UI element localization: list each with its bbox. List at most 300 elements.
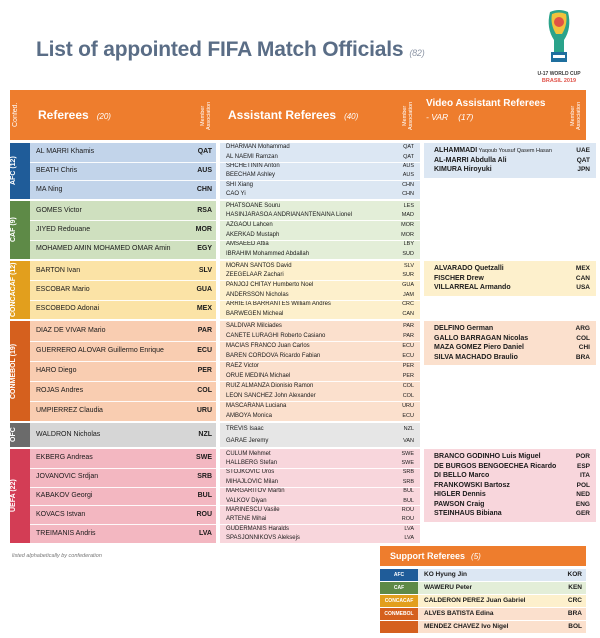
var-name: STEINHAUS Bibiana <box>434 510 502 517</box>
referee-row <box>36 286 212 293</box>
trophy-icon <box>542 8 576 66</box>
referee-row <box>36 347 212 354</box>
assistant-name: ZEEGELAAR Zachari <box>226 272 284 279</box>
referee-name: GOMES Victor <box>36 206 82 214</box>
var-row <box>434 452 592 462</box>
referee-name: UMPIERREZ Claudia <box>36 407 103 414</box>
var-cell <box>424 261 596 296</box>
row-separator <box>220 487 420 488</box>
assistant-code: NZL <box>403 425 414 432</box>
assistant-name: MACIAS FRANCO Juan Carlos <box>226 342 310 349</box>
referee-name: KOVACS Istvan <box>36 510 86 518</box>
referee-row <box>36 454 212 461</box>
referee-row <box>36 387 212 394</box>
assistant-code: SLV <box>404 262 414 269</box>
referees-cell <box>30 201 216 259</box>
referee-name: MA Ning <box>36 185 63 193</box>
assistant-code: AUS <box>402 163 414 170</box>
header-var-sub: - VAR (17) <box>426 112 474 122</box>
title-count: (82) <box>409 48 425 58</box>
referee-code: MOR <box>195 226 212 233</box>
var-row <box>434 509 592 519</box>
row-separator <box>220 341 420 342</box>
referees-cell <box>30 143 216 199</box>
confed-label <box>10 143 30 199</box>
support-code: BOL <box>568 623 582 630</box>
referee-name: TREIMANIS Andris <box>36 529 96 537</box>
row-separator <box>30 381 216 382</box>
assistant-row <box>226 382 416 390</box>
var-row <box>434 324 592 334</box>
var-name: SILVA MACHADO Braulio <box>434 353 518 361</box>
confed-label-text: CONCACAF (12) <box>10 262 17 318</box>
assistant-name: DHARMAN Mohammad <box>226 144 290 151</box>
referee-row <box>36 407 212 414</box>
var-code: GER <box>575 510 590 517</box>
referee-name: BARTON Ivan <box>36 266 81 274</box>
assistant-name: HALLBERG Stefan <box>226 459 278 466</box>
support-name: MENDEZ CHAVEZ Ivo Nigel <box>424 623 509 630</box>
assistant-row <box>226 450 416 458</box>
assistant-name: CAO Yi <box>226 191 246 198</box>
referee-name: HARO Diego <box>36 367 77 374</box>
assistant-code: MOR <box>401 231 414 238</box>
var-name: DI BELLO Marco <box>434 472 490 479</box>
row-separator <box>30 300 216 301</box>
var-row <box>434 471 592 481</box>
confed-section <box>10 321 590 421</box>
support-confed-tag: CAF <box>380 582 418 594</box>
assistant-row <box>226 352 416 360</box>
referee-code: PER <box>197 367 212 374</box>
assistants-cell <box>220 449 420 543</box>
assistant-row <box>226 143 416 151</box>
assistant-code: CHN <box>402 181 414 188</box>
referee-row <box>36 492 212 499</box>
assistant-code: SUR <box>402 272 414 279</box>
assistant-row <box>226 342 416 350</box>
assistant-name: AMSAEED Attia <box>226 241 269 248</box>
assistant-row <box>226 310 416 318</box>
confed-label-text: CAF (9) <box>10 217 17 243</box>
confed-label-text: OFC <box>10 427 17 443</box>
var-name: KIMURA Hiroyuki <box>434 166 492 173</box>
assistant-row <box>226 437 416 445</box>
assistant-code: ECU <box>402 412 414 419</box>
referees-cell <box>30 449 216 543</box>
assistant-name: VALKOV Diyan <box>226 497 267 504</box>
referee-name: ESCOBEDO Adonai <box>36 305 100 313</box>
header-member-assoc-2: Member Association <box>402 101 414 131</box>
var-name: ALVARADO Quetzalli <box>434 265 504 272</box>
assistant-code: LVA <box>404 525 414 532</box>
assistant-row <box>226 231 416 239</box>
assistant-code: AUS <box>402 172 414 179</box>
support-row <box>380 582 586 594</box>
header-assistants: Assistant Referees (40) <box>228 108 359 122</box>
assistant-code: MAD <box>401 212 414 219</box>
assistant-row <box>226 372 416 380</box>
var-name: GALLO BARRAGAN Nicolas <box>434 334 529 342</box>
var-row <box>434 462 592 472</box>
var-name: DELFINO German <box>434 325 494 332</box>
var-row <box>434 481 592 491</box>
assistant-name: ARTENE Mihai <box>226 516 267 523</box>
assistant-code: ROU <box>401 516 414 523</box>
var-name: FISCHER Drew <box>434 274 484 282</box>
assistant-name: CANETE LURAGHI Roberto Casiano <box>226 332 326 339</box>
assistant-row <box>226 300 416 308</box>
row-separator <box>30 505 216 506</box>
var-row <box>434 156 592 166</box>
var-name: FRANKOWSKI Bartosz <box>434 481 510 489</box>
assistant-row <box>226 262 416 270</box>
confed-label <box>10 449 30 543</box>
assistant-row <box>226 459 416 467</box>
assistants-cell <box>220 201 420 259</box>
confed-section <box>10 449 590 543</box>
assistant-name: GARAE Jeremy <box>226 437 269 444</box>
assistant-row <box>226 362 416 370</box>
referee-code: ROU <box>196 510 212 518</box>
var-name: VILLARREAL Armando <box>434 284 511 291</box>
assistant-code: SUD <box>402 250 414 257</box>
assistant-row <box>226 250 416 258</box>
assistant-code: LBY <box>403 241 414 248</box>
referee-name: BEATH Chris <box>36 167 78 174</box>
assistant-code: VAN <box>403 437 414 444</box>
var-row <box>434 490 592 500</box>
assistant-row <box>226 497 416 505</box>
assistant-name: TREVIS Isaac <box>226 425 264 432</box>
referee-row <box>36 511 212 518</box>
assistant-name: ORUE MEDINA Michael <box>226 372 291 379</box>
assistant-name: IBRAHIM Mohammed Abdallah <box>226 250 310 257</box>
assistant-row <box>226 525 416 533</box>
referee-code: ECU <box>197 347 212 354</box>
var-code: ITA <box>580 472 590 479</box>
row-separator <box>220 220 420 221</box>
assistant-name: BAREN CORDOVA Ricardo Fabian <box>226 352 321 359</box>
assistant-row <box>226 392 416 400</box>
referee-row <box>36 431 212 438</box>
var-row <box>434 264 592 274</box>
assistant-code: QAT <box>403 153 414 160</box>
assistant-code: SRB <box>402 469 414 476</box>
assistant-name: MASCARANA Luciana <box>226 402 287 409</box>
var-name: ALHAMMADI <box>434 147 478 154</box>
referee-row <box>36 305 212 312</box>
referee-row <box>36 207 212 214</box>
row-separator <box>30 361 216 362</box>
assistant-name: AZGAOU Lahcen <box>226 221 273 228</box>
assistant-name: MARINESCU Vasile <box>226 506 280 513</box>
assistant-row <box>226 506 416 514</box>
assistant-code: QAT <box>403 144 414 151</box>
var-name: HIGLER Dennis <box>434 491 486 498</box>
var-name: AL-MARRI Abdulla Ali <box>434 156 507 164</box>
row-separator <box>220 524 420 525</box>
var-code: ESP <box>576 462 590 470</box>
confed-label-text: UEFA (22) <box>10 479 17 513</box>
assistant-row <box>226 153 416 161</box>
referee-code: RSA <box>197 206 212 214</box>
assistant-code: SWE <box>401 450 414 457</box>
assistant-row <box>226 190 416 198</box>
support-name: WAWERU Peter <box>424 584 473 591</box>
referee-name: JIYED Redouane <box>36 226 91 233</box>
assistant-name: AKERKAD Mustaph <box>226 231 280 238</box>
assistant-row <box>226 515 416 523</box>
assistant-code: CRC <box>402 301 414 308</box>
assistant-code: SRB <box>402 478 414 485</box>
assistant-row <box>226 202 416 210</box>
tournament-logo <box>528 8 590 92</box>
referees-cell <box>30 423 216 447</box>
referees-cell <box>30 321 216 421</box>
row-separator <box>220 162 420 163</box>
assistant-name: MARGARITOV Martin <box>226 488 285 495</box>
referee-code: COL <box>197 387 212 394</box>
assistant-code: COL <box>402 382 414 389</box>
support-header: Support Referees (5) <box>380 546 586 566</box>
assistant-code: CAN <box>402 310 414 317</box>
logo-line2: BRASIL 2019 <box>541 78 577 84</box>
assistant-name: LEON SANCHEZ John Alexander <box>226 392 316 399</box>
var-code: COL <box>576 334 590 342</box>
row-separator <box>30 487 216 488</box>
support-code: CRC <box>567 597 582 604</box>
referee-code: BUL <box>197 492 212 499</box>
var-row <box>434 283 592 293</box>
support-confed-tag: AFC <box>380 569 418 581</box>
support-confed-tag: CONCACAF <box>380 595 418 607</box>
var-name-extra: Yaqoub Yousuf Qasem Hasan <box>477 148 552 154</box>
var-cell <box>424 449 596 522</box>
assistant-name: RAEZ Victor <box>226 362 259 369</box>
assistant-name: SHI Xiang <box>226 181 254 188</box>
assistant-name: BEECHAM Ashley <box>226 172 276 179</box>
var-code: ENG <box>575 500 590 508</box>
assistant-code: COL <box>402 392 414 399</box>
assistant-code: PER <box>402 372 414 379</box>
row-separator <box>220 505 420 506</box>
support-row <box>380 595 586 607</box>
confed-label <box>10 423 30 447</box>
assistant-name: ARRIETA BARRANTES William Andres <box>226 301 331 308</box>
assistant-name: BARWEGEN Micheal <box>226 310 284 317</box>
header-var: Video Assistant Referees <box>426 98 546 109</box>
referee-code: GUA <box>196 286 212 293</box>
assistant-code: GUA <box>402 281 414 288</box>
var-code: CAN <box>575 274 590 282</box>
assistant-code: PER <box>402 362 414 369</box>
confed-label-text: CONMEBOL (19) <box>10 343 17 399</box>
assistant-code: LES <box>403 202 414 209</box>
var-row <box>434 165 592 175</box>
row-separator <box>220 300 420 301</box>
row-separator <box>30 341 216 342</box>
row-separator <box>30 401 216 402</box>
referee-row <box>36 186 212 193</box>
referee-code: CHN <box>196 185 212 193</box>
logo-line1: U-17 WORLD CUP <box>537 71 581 77</box>
support-confed-tag <box>380 621 418 633</box>
assistant-name: MIHAJLOVIC Milan <box>226 478 279 485</box>
assistant-name: GUDERMANIS Haralds <box>226 525 290 532</box>
assistant-row <box>226 468 416 476</box>
assistants-cell <box>220 321 420 421</box>
referee-name: DIAZ DE VIVAR Mario <box>36 327 106 334</box>
confed-section <box>10 143 590 199</box>
row-separator <box>220 401 420 402</box>
support-name: KO Hyung Jin <box>424 571 467 578</box>
assistant-row <box>226 291 416 299</box>
referee-row <box>36 226 212 233</box>
referee-name: EKBERG Andreas <box>36 454 93 462</box>
assistant-row <box>226 281 416 289</box>
support-name: CALDERON PEREZ Juan Gabriel <box>424 597 526 604</box>
assistant-row <box>226 221 416 229</box>
assistants-cell <box>220 423 420 447</box>
referee-row <box>36 148 212 155</box>
assistant-row <box>226 322 416 330</box>
support-code: BRA <box>567 610 582 617</box>
referee-code: NZL <box>198 431 212 438</box>
row-separator <box>30 280 216 281</box>
var-name: MAZA GOMEZ Piero Daniel <box>434 344 524 351</box>
page-title: List of appointed FIFA Match Officials (82) <box>36 38 425 61</box>
row-separator <box>220 280 420 281</box>
var-name: DE BURGOS BENGOECHEA Ricardo <box>434 462 557 470</box>
referee-row <box>36 245 212 252</box>
support-confed-tag: CONMEBOL <box>380 608 418 620</box>
referees-cell <box>30 261 216 319</box>
assistant-row <box>226 412 416 420</box>
confed-label <box>10 201 30 259</box>
var-name: BRANCO GODINHO Luis Miguel <box>434 453 541 460</box>
assistant-code: URU <box>402 402 414 409</box>
assistant-row <box>226 487 416 495</box>
assistant-row <box>226 171 416 179</box>
var-code: ARG <box>575 325 590 332</box>
referee-name: ESCOBAR Mario <box>36 286 90 293</box>
referee-name: WALDRON Nicholas <box>36 431 101 438</box>
assistant-name: AL NAEMI Ramzan <box>226 153 278 160</box>
var-code: QAT <box>576 156 590 164</box>
row-separator <box>30 468 216 469</box>
var-row <box>434 334 592 344</box>
assistant-name: SHCHETININ Anton <box>226 163 280 170</box>
referee-code: EGY <box>197 245 212 253</box>
support-code: KOR <box>567 571 582 578</box>
header-referees: Referees (20) <box>38 108 111 122</box>
referee-code: URU <box>196 407 212 414</box>
var-code: UAE <box>576 147 590 154</box>
assistant-row <box>226 402 416 410</box>
var-row <box>434 343 592 353</box>
referee-name: MOHAMED AMIN MOHAMED OMAR Amin <box>36 245 171 253</box>
referee-code: SWE <box>196 454 212 462</box>
referee-code: AUS <box>197 167 212 174</box>
assistant-code: ROU <box>401 506 414 513</box>
row-separator <box>30 240 216 241</box>
var-code: BRA <box>575 353 590 361</box>
row-separator <box>220 381 420 382</box>
assistant-name: HASINJARASOA ANDRIANANTENAINA Lionel <box>226 212 353 219</box>
assistant-row <box>226 332 416 340</box>
referee-code: QAT <box>197 148 212 156</box>
confed-section <box>10 423 586 447</box>
assistant-row <box>226 534 416 542</box>
referee-name: GUERRERO ALOVAR Guillermo Enrique <box>36 347 164 354</box>
var-code: MEX <box>575 265 590 272</box>
assistant-code: PAR <box>403 332 414 339</box>
header-confed: Confed. <box>12 102 19 128</box>
assistant-name: CULUM Mehmet <box>226 450 271 457</box>
row-separator <box>220 361 420 362</box>
assistant-row <box>226 240 416 248</box>
confed-section <box>10 201 586 259</box>
support-name: ALVES BATISTA Edina <box>424 610 494 617</box>
var-cell <box>424 143 596 178</box>
referee-row <box>36 327 212 334</box>
var-code: POL <box>576 481 590 489</box>
referee-name: KABAKOV Georgi <box>36 492 93 499</box>
referee-row <box>36 530 212 537</box>
row-separator <box>220 240 420 241</box>
assistant-row <box>226 271 416 279</box>
row-separator <box>30 180 216 181</box>
referee-name: ROJAS Andres <box>36 387 84 394</box>
row-separator <box>30 524 216 525</box>
header-member-assoc-3: Member Association <box>570 101 582 131</box>
assistants-cell <box>220 143 420 199</box>
referee-code: SLV <box>198 266 212 274</box>
var-code: JPN <box>577 166 590 173</box>
support-row <box>380 608 586 620</box>
referee-row <box>36 473 212 480</box>
confed-label <box>10 321 30 421</box>
confed-label-text: AFC (12) <box>10 156 17 186</box>
assistant-code: SWE <box>401 459 414 466</box>
support-code: KEN <box>568 584 582 591</box>
var-row <box>434 353 592 363</box>
row-separator <box>30 220 216 221</box>
var-code: CHI <box>578 344 590 351</box>
referee-row <box>36 367 212 374</box>
referee-name: JOVANOVIC Srdjan <box>36 473 99 481</box>
assistant-name: ANDERSSON Nicholas <box>226 291 289 298</box>
var-code: USA <box>576 284 590 291</box>
assistant-code: CHN <box>402 191 414 198</box>
assistant-code: PAR <box>403 322 414 329</box>
confed-section <box>10 261 590 319</box>
referee-row <box>36 267 212 274</box>
row-separator <box>220 180 420 181</box>
var-cell <box>424 321 596 365</box>
assistant-code: ECU <box>402 352 414 359</box>
footnote: listed alphabetically by confederation <box>12 553 102 559</box>
support-row <box>380 621 586 633</box>
referee-code: PAR <box>197 327 212 334</box>
referee-code: MEX <box>196 305 212 313</box>
assistant-code: BUL <box>403 497 414 504</box>
assistant-row <box>226 162 416 170</box>
row-separator <box>30 162 216 163</box>
assistant-code: JAM <box>403 291 414 298</box>
var-row <box>434 500 592 510</box>
